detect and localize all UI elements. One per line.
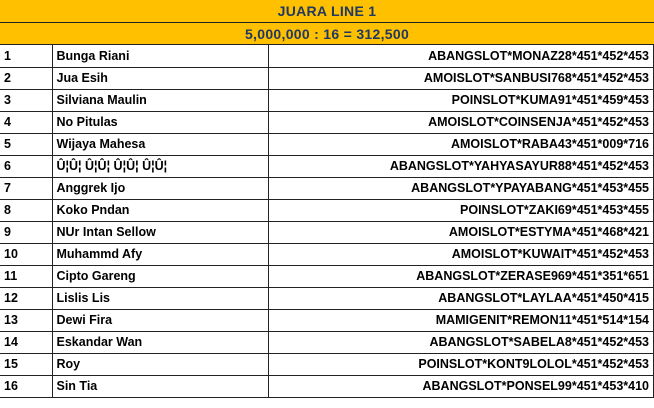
winners-table — [0, 45, 654, 398]
table-row — [0, 199, 654, 221]
row-code: ABANGSLOT*YPAYABANG*451*453*455 — [268, 177, 654, 199]
row-code: AMOISLOT*COINSENJA*451*452*453 — [268, 111, 654, 133]
row-name: Anggrek Ijo — [52, 177, 268, 199]
row-name: Û¦Û¦ Û¦Û¦ Û¦Û¦ Û¦Û¦ — [52, 155, 268, 177]
row-code: ABANGSLOT*PONSEL99*451*453*410 — [268, 375, 654, 397]
row-code: ABANGSLOT*LAYLAA*451*450*415 — [268, 287, 654, 309]
table-row — [0, 111, 654, 133]
row-name: Roy — [52, 353, 268, 375]
row-number: 11 — [0, 265, 52, 287]
row-code: AMOISLOT*ESTYMA*451*468*421 — [268, 221, 654, 243]
row-name: Silviana Maulin — [52, 89, 268, 111]
row-code: POINSLOT*ZAKI69*451*453*455 — [268, 199, 654, 221]
table-row — [0, 45, 654, 67]
table-row — [0, 287, 654, 309]
row-number: 12 — [0, 287, 52, 309]
row-number: 1 — [0, 45, 52, 67]
row-name: Cipto Gareng — [52, 265, 268, 287]
row-code: AMOISLOT*KUWAIT*451*452*453 — [268, 243, 654, 265]
table-row — [0, 353, 654, 375]
row-name: Lislis Lis — [52, 287, 268, 309]
sheet-title: JUARA LINE 1 — [0, 0, 654, 23]
row-name: Sin Tia — [52, 375, 268, 397]
row-number: 15 — [0, 353, 52, 375]
table-row — [0, 265, 654, 287]
table-row — [0, 221, 654, 243]
row-number: 5 — [0, 133, 52, 155]
row-name: Koko Pndan — [52, 199, 268, 221]
table-row — [0, 67, 654, 89]
row-code: AMOISLOT*SANBUSI768*451*452*453 — [268, 67, 654, 89]
row-name: Bunga Riani — [52, 45, 268, 67]
table-row — [0, 177, 654, 199]
table-row — [0, 155, 654, 177]
row-code: MAMIGENIT*REMON11*451*514*154 — [268, 309, 654, 331]
row-name: Eskandar Wan — [52, 331, 268, 353]
row-number: 8 — [0, 199, 52, 221]
row-code: ABANGSLOT*SABELA8*451*452*453 — [268, 331, 654, 353]
row-number: 4 — [0, 111, 52, 133]
table-row — [0, 89, 654, 111]
row-name: Dewi Fira — [52, 309, 268, 331]
row-code: ABANGSLOT*ZERASE969*451*351*651 — [268, 265, 654, 287]
row-name: NUr Intan Sellow — [52, 221, 268, 243]
row-name: Jua Esih — [52, 67, 268, 89]
row-code: ABANGSLOT*MONAZ28*451*452*453 — [268, 45, 654, 67]
row-name: Wijaya Mahesa — [52, 133, 268, 155]
table-row — [0, 133, 654, 155]
table-row — [0, 243, 654, 265]
row-code: AMOISLOT*RABA43*451*009*716 — [268, 133, 654, 155]
row-number: 2 — [0, 67, 52, 89]
row-number: 7 — [0, 177, 52, 199]
row-code: POINSLOT*KUMA91*451*459*453 — [268, 89, 654, 111]
row-code: ABANGSLOT*YAHYASAYUR88*451*452*453 — [268, 155, 654, 177]
row-code: POINSLOT*KONT9LOLOL*451*452*453 — [268, 353, 654, 375]
table-row — [0, 309, 654, 331]
table-row — [0, 375, 654, 397]
winners-table-body — [0, 45, 654, 397]
table-row — [0, 331, 654, 353]
row-number: 3 — [0, 89, 52, 111]
sheet-subtitle: 5,000,000 : 16 = 312,500 — [0, 23, 654, 45]
row-number: 16 — [0, 375, 52, 397]
row-number: 13 — [0, 309, 52, 331]
row-name: Muhammd Afy — [52, 243, 268, 265]
row-number: 9 — [0, 221, 52, 243]
row-name: No Pitulas — [52, 111, 268, 133]
row-number: 6 — [0, 155, 52, 177]
row-number: 14 — [0, 331, 52, 353]
row-number: 10 — [0, 243, 52, 265]
